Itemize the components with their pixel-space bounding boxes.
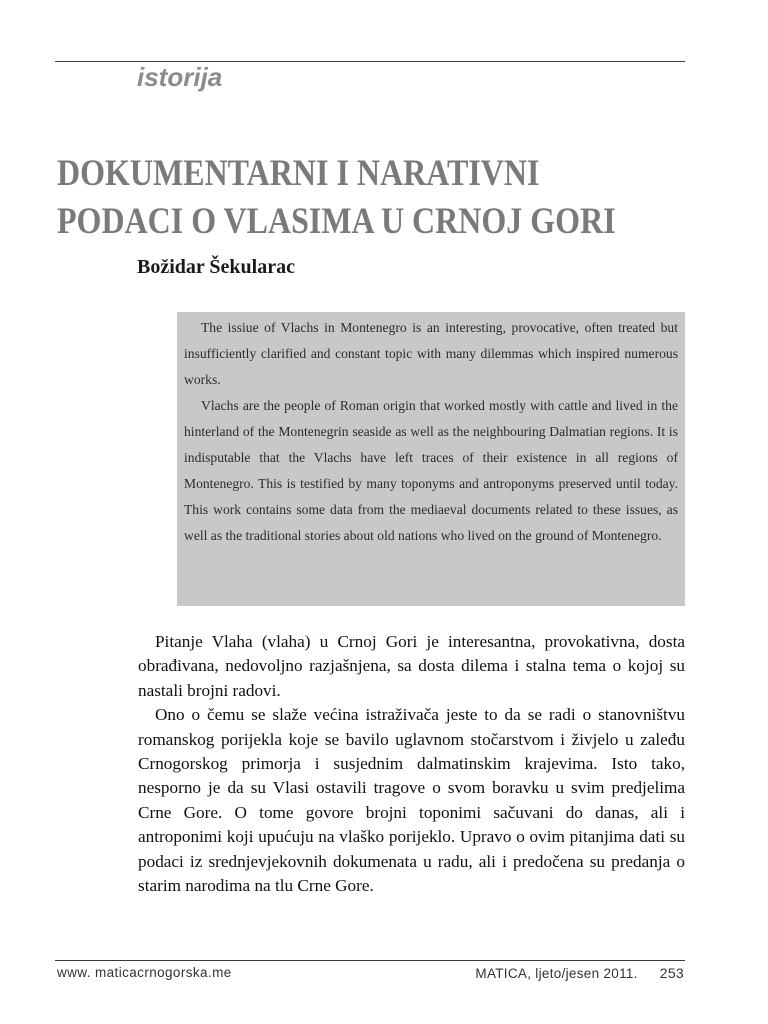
abstract-paragraph-1: The issiue of Vlachs in Montenegro is an interesting, provocative, often treated but insufficiently clarified and constant topic with many dilemmas which inspired numerous works. <box>184 320 678 387</box>
body-paragraph-2: Ono o čemu se slaže većina istraživača jeste to da se radi o stanovništvu romanskog porijekla koje se bavilo uglavnom stočarstvom i živjelo u zaleđu Crnogorskog primorja i susjednim dalmatinskim krajevima. Isto tako, nesporno je da su Vlasi ostavili tragove o svom boravku u svim predjelima Crne Gore. O tome govore brojni toponimi sačuvani do danas, ali i antroponimi koji upućuju na vlaško porijeklo. Upravo o ovim pitanjima dati su podaci iz srednjevjekovnih dokumenata u radu, ali i predočena su predanja o starim narodima na tlu Crne Gore. <box>138 705 685 896</box>
article-body <box>138 630 685 898</box>
footer-website[interactable]: www. maticacrnogorska.me <box>57 965 232 980</box>
abstract-paragraph-2: Vlachs are the people of Roman origin that worked mostly with cattle and lived in the hinterland of the Montenegrin seaside as well as the neighbouring Dalmatian regions. It is indisputable that the Vlachs have left traces of their existence in all regions of Montenegro. This is testified by many toponyms and antroponyms preserved until today. This work contains some data from the mediaeval documents related to these issues, as well as the traditional stories about old nations who lived on the ground of Montenegro. <box>184 398 678 543</box>
footer-journal: MATICA, ljeto/jesen 2011. <box>475 966 638 981</box>
section-label: istorija <box>137 62 223 92</box>
body-paragraph-1: Pitanje Vlaha (vlaha) u Crnoj Gori je interesantna, provokativna, dosta obrađivana, nedovoljno razjašnjena, sa dosta dilema i stalna tema o kojoj su nastali brojni radovi. <box>138 632 685 700</box>
page-number: 253 <box>659 965 684 981</box>
article-title <box>57 150 628 246</box>
author-name: Božidar Šekularac <box>137 256 295 278</box>
footer-rule <box>55 960 685 961</box>
footer-journal-info <box>475 965 684 981</box>
article-title-line-1: DOKUMENTARNI I NARATIVNI <box>57 153 540 194</box>
article-title-line-2: PODACI O VLASIMA U CRNOJ GORI <box>57 201 616 242</box>
abstract-box <box>177 312 685 606</box>
